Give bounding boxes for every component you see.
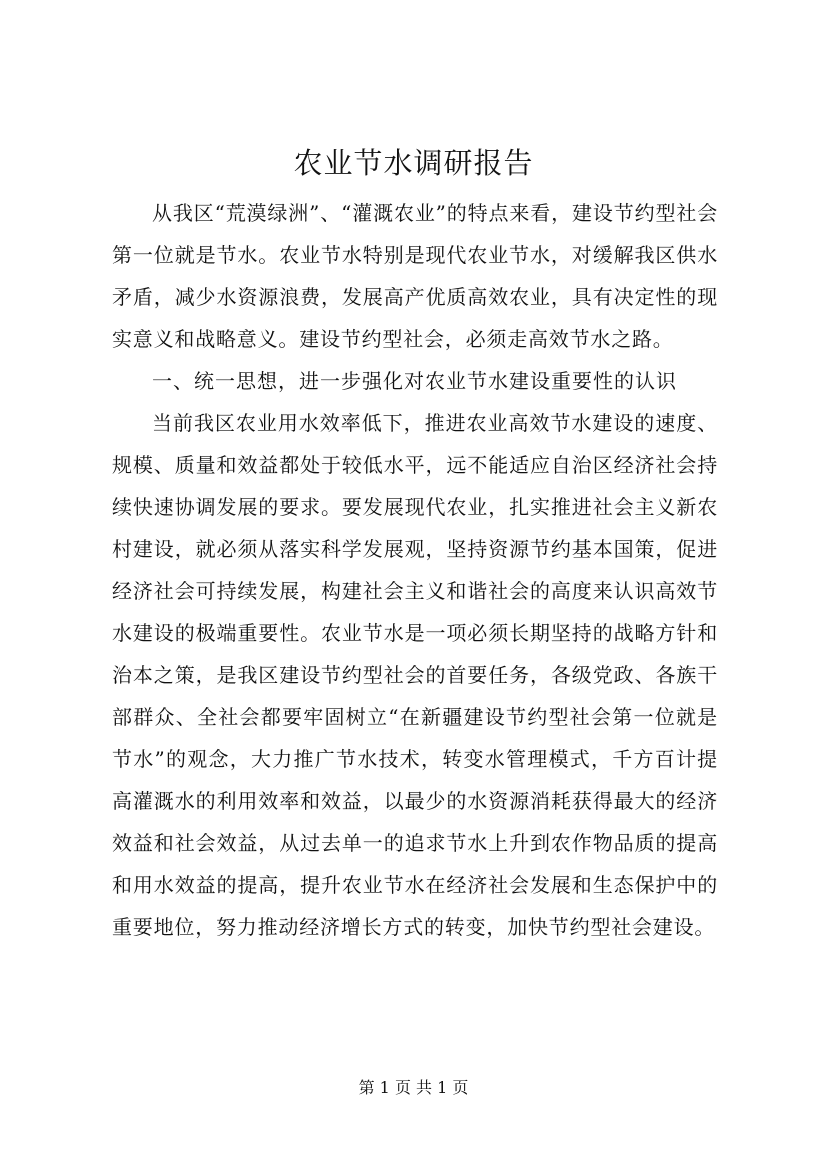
page-footer: 第 1 页 共 1 页: [358, 1078, 469, 1097]
document-body: [112, 192, 718, 948]
section-1-paragraph: 当前我区农业用水效率低下，推进农业高效节水建设的速度、规模、质量和效益都处于较低水平，远不能适应自治区经济社会持续快速协调发展的要求。要发展现代农业，扎实推进社会主义新农村建设，就必须从落实科学发展观，坚持资源节约基本国策，促进经济社会可持续发展，构建社会主义和谐社会的高度来认识高效节水建设的极端重要性。农业节水是一项必须长期坚持的战略方针和治本之策，是我区建设节约型社会的首要任务，各级党政、各族干部群众、全社会都要牢固树立“在新疆建设节约型社会第一位就是节水”的观念，大力推广节水技术，转变水管理模式，千方百计提高灌溉水的利用效率和效益，以最少的水资源消耗获得最大的经济效益和社会效益，从过去单一的追求节水上升到农作物品质的提高和用水效益的提高，提升农业节水在经济社会发展和生态保护中的重要地位，努力推动经济增长方式的转变，加快节约型社会建设。: [112, 411, 718, 939]
section-heading-1: 一、统一思想，进一步强化对农业节水建设重要性的认识: [152, 369, 677, 393]
intro-paragraph: 从我区“荒漠绿洲”、“灌溉农业”的特点来看，建设节约型社会第一位就是节水。农业节水特别是现代农业节水，对缓解我区供水矛盾，减少水资源浪费，发展高产优质高效农业，具有决定性的现实意义和战略意义。建设节约型社会，必须走高效节水之路。: [112, 201, 718, 351]
document-title: 农业节水调研报告: [293, 146, 534, 180]
